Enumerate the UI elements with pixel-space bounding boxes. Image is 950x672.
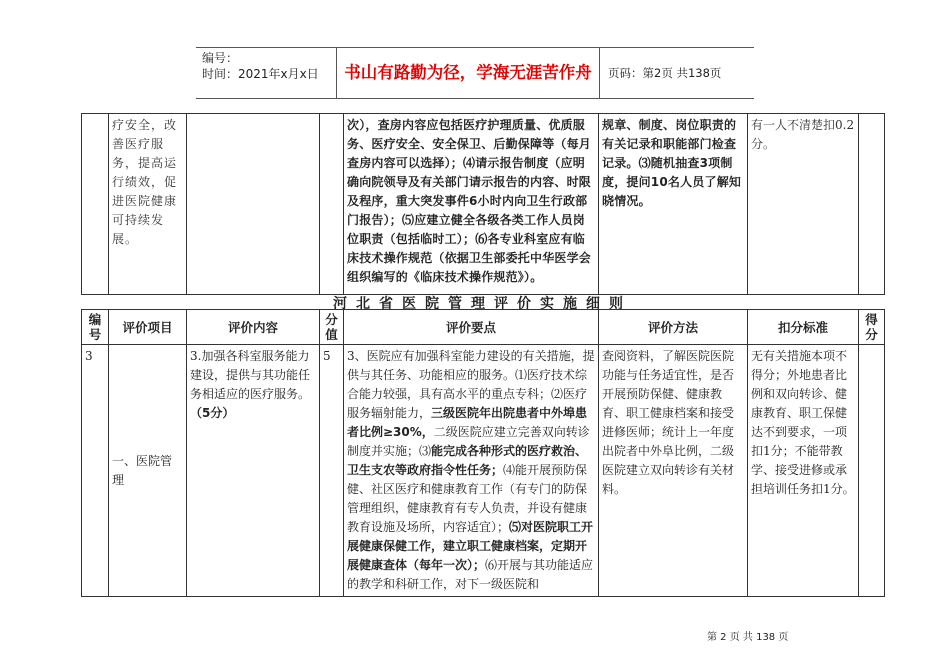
row-score: 5 — [320, 345, 344, 597]
cell-content — [187, 114, 320, 295]
row-number: 3 — [82, 345, 109, 597]
col-score: 分值 — [320, 310, 344, 345]
col-number: 编号 — [82, 310, 109, 345]
col-method: 评价方法 — [599, 310, 748, 345]
points-p1: 3、医院应有加强科室能力建设的有关措施，提供与其任务、功能相应的服务。⑴医疗技术综合能力较强，具有高水平的重点专科；⑵医疗服务辐射能力， — [347, 349, 595, 420]
header-left — [202, 50, 319, 82]
row-content — [187, 345, 320, 597]
row-item-label: 一、医院管理 — [112, 453, 173, 487]
table-row — [82, 345, 885, 597]
continued-row — [82, 114, 885, 295]
row-item — [109, 345, 187, 597]
page-header — [196, 47, 754, 99]
points-p4: ⑹开展与其功能适应的教学和科研工作，对下一级医院和 — [347, 558, 594, 591]
points-p3: ⑷能开展预防保健、社区医疗和健康教育工作（有专门的防保管理组织，健康教育有专人负责，并设有健康教育设施及场所，内容适宜）； — [347, 463, 588, 534]
row-deduct: 无有关措施本项不得分；外地患者比例和双向转诊、健康教育、职工保健达不到要求，一项扣1分；不能带教学、接受进修或承担培训任务扣1分。 — [748, 345, 859, 597]
col-points: 评价要点 — [344, 310, 599, 345]
row-result — [859, 345, 885, 597]
points-p3-bold: ⑸对医院职工开展健康保健工作，建立职工健康档案，定期开展健康查体（每年一次）； — [347, 520, 594, 572]
cell-number — [82, 114, 109, 295]
page-footer: 第 2 页 共 138 页 — [707, 632, 789, 643]
row-method: 查阅资料，了解医院医院功能与任务适宜性，是否开展预防保健、健康教育、职工健康档案和接受进修医师；统计上一年度出院者中外阜比例，二级医院建立双向转诊有关材料。 — [599, 345, 748, 597]
col-item: 评价项目 — [109, 310, 187, 345]
points-p2: 二级医院应建立完善双向转诊制度并实施；⑶ — [347, 425, 590, 458]
table-title: 河北省医院管理评价实施细则 — [333, 296, 632, 312]
motto: 书山有路勤为径，学海无涯苦作舟 — [336, 48, 600, 98]
cell-deduct: 有一人不清楚扣0.2分。 — [748, 114, 859, 295]
row-points — [344, 345, 599, 597]
col-deduct: 扣分标准 — [748, 310, 859, 345]
continued-table — [81, 113, 885, 295]
evaluation-table — [81, 309, 885, 597]
page-code: 页码：第2页 共138页 — [608, 66, 722, 80]
col-content: 评价内容 — [187, 310, 320, 345]
cell-item: 疗安全，改善医疗服务，提高运行绩效，促进医院健康可持续发展。 — [109, 114, 187, 295]
cell-points: 次），查房内容应包括医疗护理质量、优质服务、医疗安全、安全保卫、后勤保障等（每月查房内容可以选择）；⑷请示报告制度（应明确向院领导及有关部门请示报告的内容、时限及程序，重大突发事件6小时内向卫生行政部门报告）；⑸应建立健全各级各类工作人员岗位职责（包括临时工）；⑹各专业科室应有临床技术操作规范（依据卫生部委托中华医学会组织编写的《临床技术操作规范》）。 — [344, 114, 599, 295]
points-p1-bold: 三级医院年出院患者中外埠患者比例≥30%， — [347, 406, 588, 439]
row-content-text: 3.加强各科室服务能力建设，提供与其功能任务相适应的医疗服务。 — [190, 349, 311, 401]
cell-method: 规章、制度、岗位职责的有关记录和职能部门检查记录。⑶随机抽查3项制度，提问10名人员了解知晓情况。 — [599, 114, 748, 295]
header-row — [82, 310, 885, 345]
id-label: 编号： — [202, 51, 239, 65]
time-label: 时间：2021年x月x日 — [202, 67, 319, 81]
cell-score — [320, 114, 344, 295]
cell-result — [859, 114, 885, 295]
col-result: 得分 — [859, 310, 885, 345]
row-content-score: （5分） — [190, 406, 235, 420]
points-p2-bold: 能完成各种形式的医疗救治、卫生支农等政府指令性任务； — [347, 444, 588, 477]
